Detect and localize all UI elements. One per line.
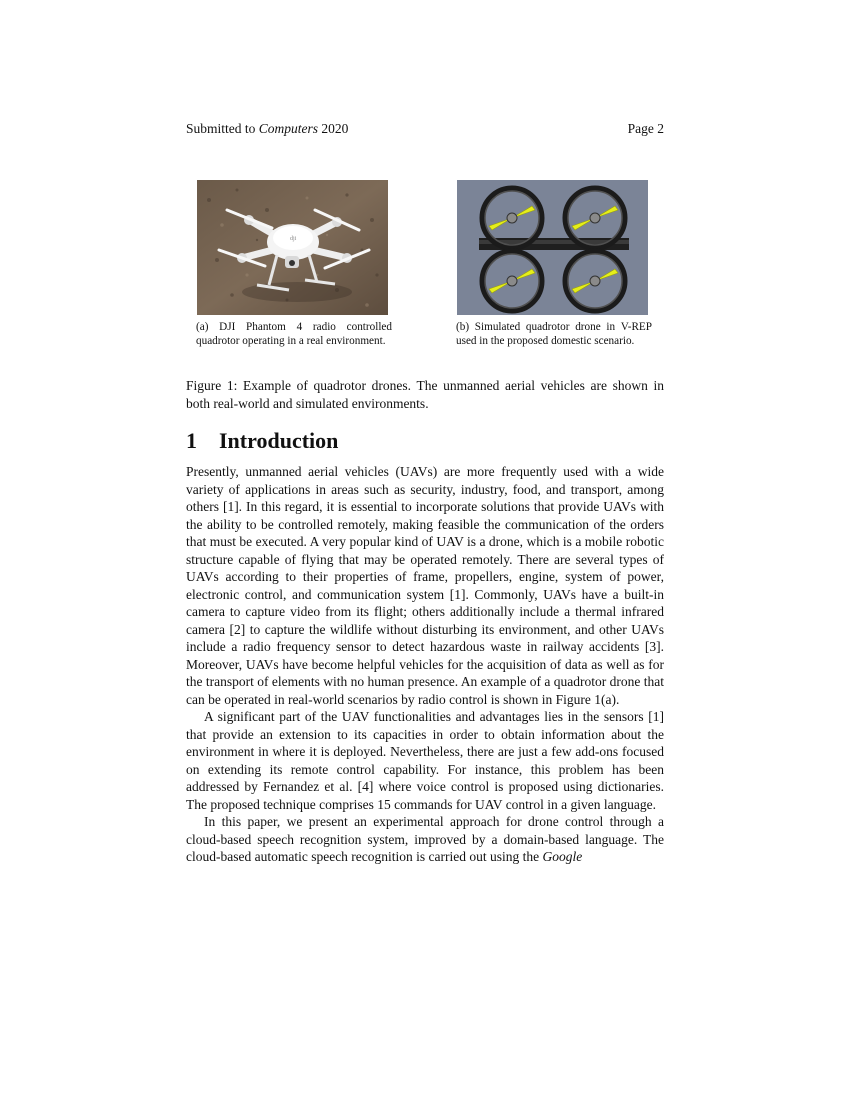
header-journal: Computers: [258, 121, 319, 136]
section-heading: [186, 428, 338, 454]
header-year: 2020: [318, 121, 349, 136]
section-title: Introduction: [219, 428, 339, 453]
figure-1b-simulated-drone: [457, 180, 648, 315]
header-submitted-prefix: Submitted to: [186, 121, 259, 136]
paragraph-1: Presently, unmanned aerial vehicles (UAVs) are more frequently used with a wide variety of applications in areas such as security, industry, food, and transport, among others [1]. In this regard, it is essential to incorporate solutions that provide UAVs with the ability to be controlled remotely, making feasible the communication of the orders that must be executed. A very popular kind of UAV is a drone, which is a mobile robotic structure capable of flying that may be operated remotely. There are several types of UAVs according to their properties of frame, propellers, engine, system of power, electronic control, and communication system [1]. Commonly, UAVs have a built-in camera to capture video from its flight; others additionally include a thermal infrared camera [2] to capture the wildlife without disturbing its environment, and other UAVs include a radio frequency sensor to detect hazardous waste in railway accidents [3]. Moreover, UAVs have become helpful vehicles for the acquisition of data as well as for the transport of elements with no human presence. An example of a quadrotor drone that can be operated in real-world scenarios by radio control is shown in Figure 1(a).: [186, 464, 664, 707]
paragraph-3: [186, 813, 664, 866]
section-number: 1: [186, 428, 197, 453]
subfigure-b-caption: (b) Simulated quadrotor drone in V-REP used in the proposed domestic scenario.: [456, 321, 652, 347]
paragraph-2: A significant part of the UAV functionalities and advantages lies in the sensors [1] that provide an extension to its capacities in order to obtain information about the environment in where it is deployed. Nevertheless, there are just a few add-ons focused on extending its remote control capability. For instance, this problem has been addressed by Fernandez et al. [4] where voice control is proposed using dictionaries. The proposed technique comprises 15 commands for UAV control in a given language.: [186, 709, 664, 812]
header-page-number: Page 2: [627, 121, 664, 136]
page-header: [186, 121, 664, 139]
body-text: [186, 463, 664, 866]
paragraph-3-emph: Google: [542, 849, 583, 864]
svg-text:dji: dji: [290, 236, 297, 242]
paragraph-3-text: In this paper, we present an experimental approach for drone control through a cloud-based speech recognition system, improved by a domain-based language. The cloud-based automatic speech recognition is carried out using the: [186, 814, 664, 864]
subfigure-a-caption: (a) DJI Phantom 4 radio controlled quadrotor operating in a real environment.: [196, 321, 392, 347]
figure-1a-drone-photo: [197, 180, 388, 315]
header-submitted: [186, 121, 348, 137]
figure-caption: Figure 1: Example of quadrotor drones. The unmanned aerial vehicles are shown in both real-world and simulated environments.: [186, 378, 664, 411]
